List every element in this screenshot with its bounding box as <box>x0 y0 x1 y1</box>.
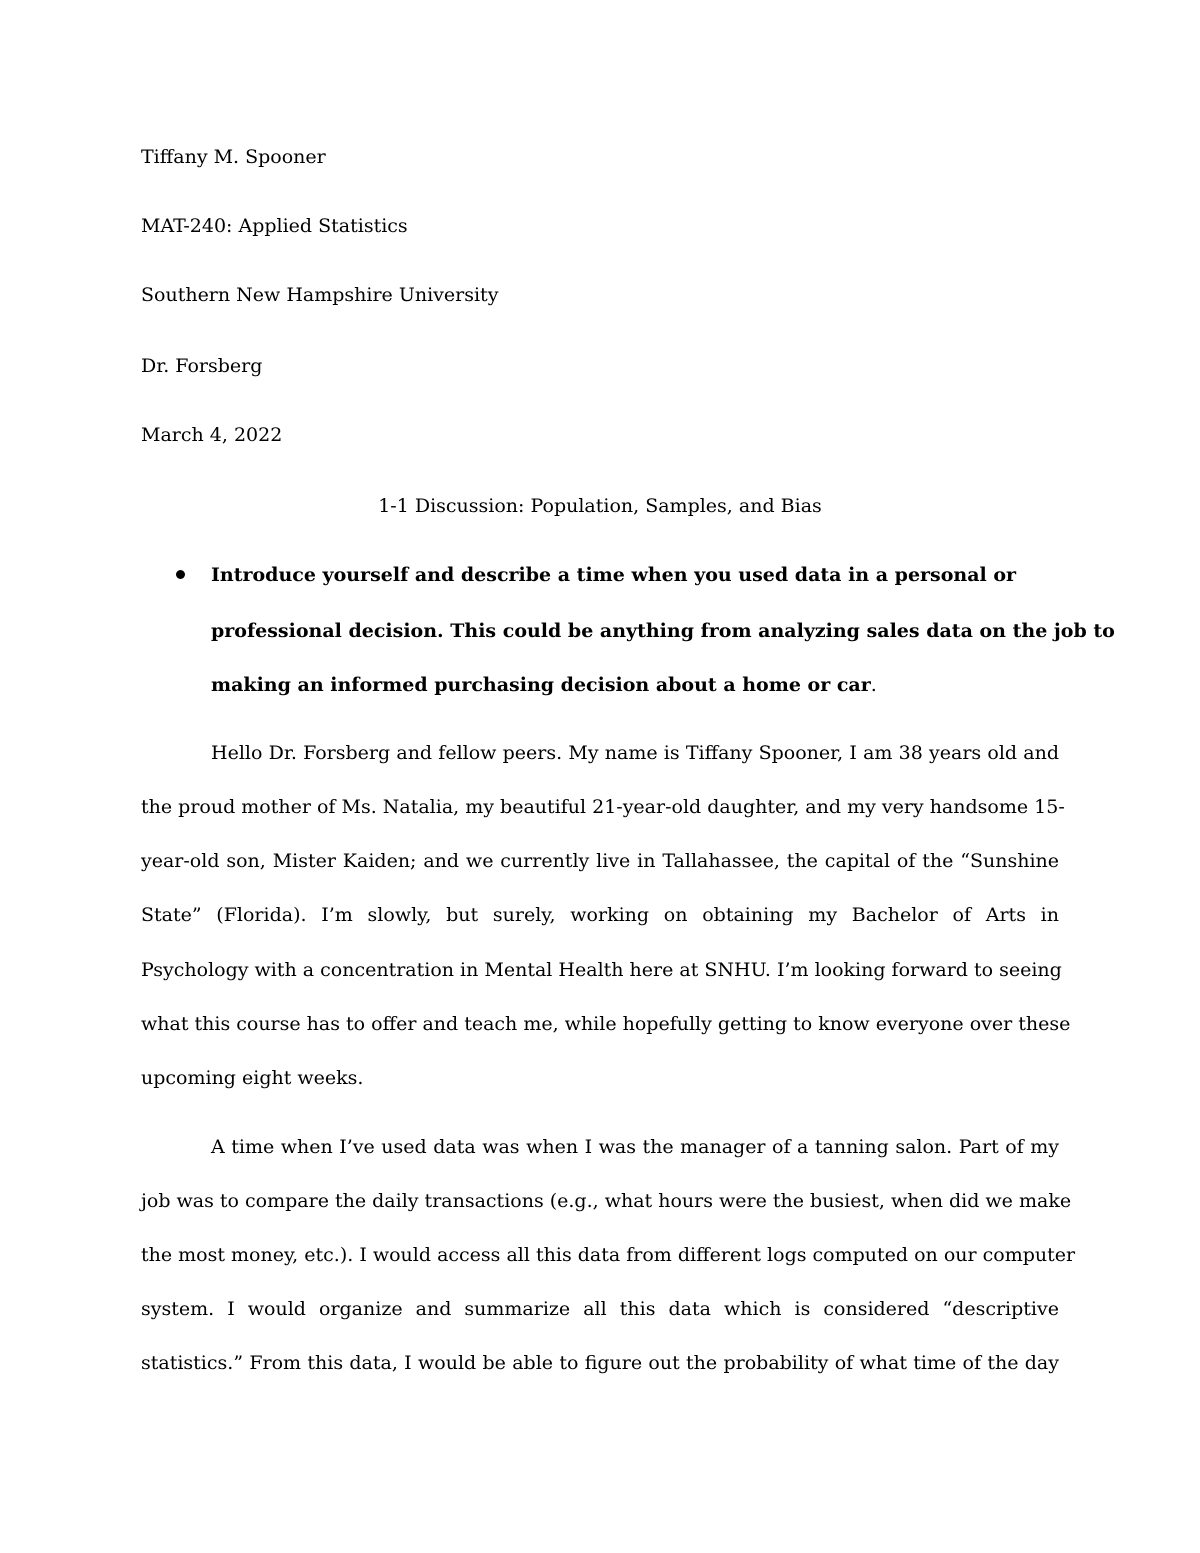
paragraph-line: the most money, etc.). I would access all this data from different logs computed on our computer <box>141 1244 1076 1266</box>
paragraph-line: Hello Dr. Forsberg and fellow peers. My name is Tiffany Spooner, I am 38 years old and <box>211 742 1059 764</box>
prompt-line-last <box>211 673 877 697</box>
prompt-line: Introduce yourself and describe a time when you used data in a personal or <box>211 564 1017 586</box>
paragraph-line: job was to compare the daily transactions (e.g., what hours were the busiest, when did we make <box>141 1190 1072 1212</box>
document-date: March 4, 2022 <box>141 424 283 446</box>
bullet-icon <box>176 570 185 579</box>
paragraph-line: the proud mother of Ms. Natalia, my beautiful 21-year-old daughter, and my very handsome 15- <box>141 796 1065 818</box>
paragraph-line: what this course has to offer and teach me, while hopefully getting to know everyone over these <box>141 1013 1071 1035</box>
paragraph-line: year-old son, Mister Kaiden; and we currently live in Tallahassee, the capital of the “Sunshine <box>141 850 1059 872</box>
paragraph-line: State” (Florida). I’m slowly, but surely, working on obtaining my Bachelor of Arts in <box>141 904 1059 926</box>
course-name: MAT-240: Applied Statistics <box>141 215 408 237</box>
paragraph-line: system. I would organize and summarize all this data which is considered “descriptive <box>141 1298 1059 1320</box>
paragraph-line: Psychology with a concentration in Mental Health here at SNHU. I’m looking forward to seeing <box>141 959 1062 981</box>
instructor-name: Dr. Forsberg <box>141 355 263 377</box>
prompt-line: professional decision. This could be anything from analyzing sales data on the job to <box>211 620 1115 642</box>
paragraph-line: statistics.” From this data, I would be able to figure out the probability of what time of the day <box>141 1352 1059 1374</box>
paragraph-line: upcoming eight weeks. <box>141 1067 364 1089</box>
school-name: Southern New Hampshire University <box>141 284 499 306</box>
document-title: 1-1 Discussion: Population, Samples, and Bias <box>378 495 822 517</box>
prompt-line-text: making an informed purchasing decision about a home or car <box>211 674 871 696</box>
author-name: Tiffany M. Spooner <box>141 146 326 168</box>
prompt-period: . <box>870 674 877 696</box>
paragraph-line: A time when I’ve used data was when I was the manager of a tanning salon. Part of my <box>211 1136 1059 1158</box>
